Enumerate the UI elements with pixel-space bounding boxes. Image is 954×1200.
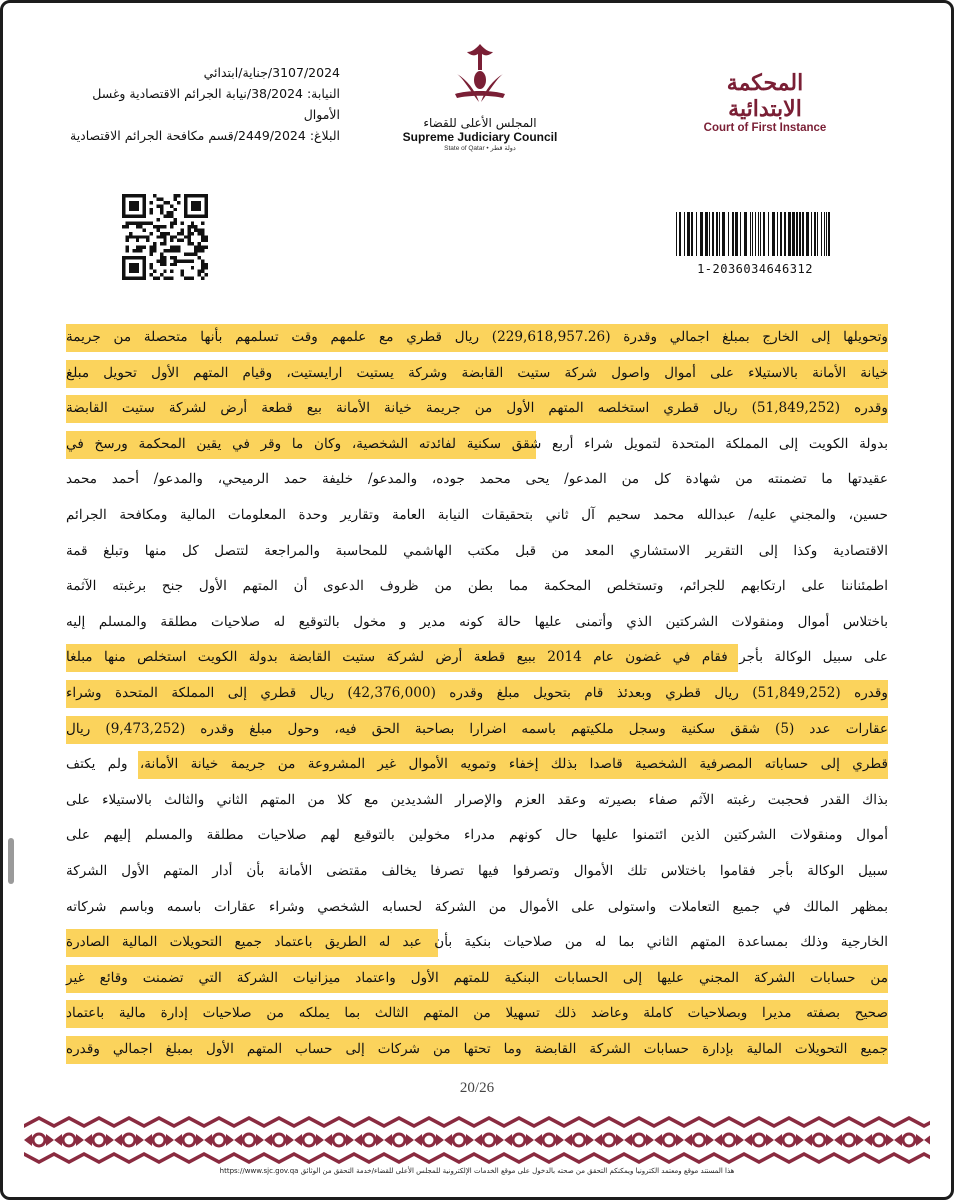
barcode-number: 1-2036034646312 bbox=[697, 262, 813, 276]
text-line: بذاك القدر فحجبت رغبته الآثم صفاء بصيرته وعقد العزم والإصرار الشديدين مع كلا من المتهم الثاني والثالث بالاستيلاء على bbox=[66, 791, 888, 808]
barcode-icon bbox=[674, 212, 834, 256]
text-line: حسين، والمجني عليه/ عبدالله محمد سحيم آل ثاني بتحقيقات النيابة العامة وتقارير وحدة المعلومات المالية ومكافحة الجرائم bbox=[66, 506, 888, 523]
footer-note: هذا المستند موقع ومعتمد الكترونيا ويمكنكم التحقق من صحته بالدخول على موقع الخدمات الإلكترونية للمجلس الأعلى للقضاء/خدمة التحقق من الوثائق bbox=[300, 1167, 735, 1175]
text-line: أموال ومنقولات الشركتين الذين ائتمنوا عليها حال كونهم مدراء مخولين بالتوقيع لهم صلاحيات مطلقة والمسلم إليهم على bbox=[66, 827, 888, 844]
text-line: الاقتصادية وكذا إلى التقرير الاستشاري المعد من قبل مكتب الهاشمي للمحاسبة والمراجعة لتتصل كل منها وتبلغ قمة bbox=[66, 542, 888, 559]
text-line: بدولة الكويت إلى المملكة المتحدة لتمويل شراء أربع شقق سكنية لفائدته الشخصية، وكان ما وقر في يقين المحكمة ورسخ في bbox=[66, 427, 888, 463]
council-logo bbox=[380, 40, 580, 152]
council-state: State of Qatar • دولة قطر bbox=[444, 145, 516, 152]
prosecution-number-cont: الأموال bbox=[303, 107, 340, 122]
court-name-ar: المحكمة الابتدائية bbox=[726, 70, 804, 122]
text-line: الخارجية وذلك بمساعدة المتهم الثاني بما له من صلاحيات بنكية بأن عبد له الطريق باعتماد جميع التحويلات المالية الصادرة bbox=[66, 925, 888, 961]
decorative-border bbox=[24, 1116, 930, 1164]
council-name-ar: المجلس الأعلى للقضاء bbox=[423, 116, 537, 130]
text-line: جميع التحويلات المالية بإدارة حسابات الشركة القابضة وما تحتها من شركات إلى حساب المتهم الأول بمبلغ اجمالي وقدره bbox=[66, 1032, 888, 1068]
text-line: وقدره (51,849,252) ريال قطري وبعدئذ قام بتحويل مبلغ وقدره (42,376,000) ريال قطري إلى المملكة المتحدة وشراء bbox=[66, 676, 888, 712]
text-line: وتحويلها إلى الخارج بمبلغ اجمالي وقدرة (229,618,957.26) ريال قطري مع علمهم وقت تسلمهم بأنها متحصلة من جريمة bbox=[66, 320, 888, 356]
case-number: 3107/2024/جناية/ابتدائي bbox=[203, 65, 340, 80]
footer-url[interactable]: https://www.sjc.gov.qa bbox=[219, 1167, 299, 1175]
text-line: اطمئناننا على ارتكابهم للجرائم، وتستخلص المحكمة مما بطن من ظروف الدعوى أن المتهم الأول جنح برغبته الآثمة bbox=[66, 578, 888, 595]
text-line: باختلاس أموال ومنقولات الشركتين الذي وأتمنى عليها حالة كونه مدير و مخول بالتوقيع له صلاحيات مطلقة والمسلم إليه bbox=[66, 613, 888, 630]
text-line: وقدره (51,849,252) ريال قطري استخلصه المتهم الأول من جريمة خيانة الأمانة بيع قطعة أرض لشركة ستيت القابضة bbox=[66, 391, 888, 427]
report-number: البلاغ: 2449/2024/قسم مكافحة الجرائم الاقتصادية bbox=[70, 128, 340, 143]
text-line: عقارات عدد (5) شقق سكنية وسجل ملكيتهم باسمه اضرارا بصاحبة الحق فيه، وحول مبلغ وقدره (9,473,252) ريال bbox=[66, 712, 888, 748]
prosecution-number: النيابة: 38/2024/نيابة الجرائم الاقتصادية وغسل bbox=[92, 86, 340, 101]
court-name-en: Court of First Instance bbox=[703, 122, 827, 134]
text-line: عقيدتها ما تضمنته من شهادة كل من المدعو/ يحى محمد جوده، والمدعو/ خليفة حمد الرميحي، والمدعو/ أحمد محمد bbox=[66, 471, 888, 488]
text-line: على سبيل الوكالة بأجر فقام في غضون عام 2014 ببيع قطعة أرض لشركة ستيت القابضة بدولة الكويت استخلص منها مبلغا bbox=[66, 640, 888, 676]
council-name-en: Supreme Judiciary Council bbox=[402, 130, 558, 144]
verification-footer bbox=[40, 1166, 914, 1176]
qatar-emblem-icon bbox=[445, 40, 515, 110]
text-line: قطري إلى حساباته المصرفية الشخصية قاصدا بذلك إخفاء وتمويه الأموال غير المشروعة من جريمة خيانة الأمانة، ولم يكتف bbox=[66, 747, 888, 783]
court-logo bbox=[690, 70, 840, 134]
scrollbar-thumb[interactable] bbox=[8, 838, 14, 884]
text-line: من حسابات الشركة المجني عليها إلى الحسابات البنكية للمتهم الأول واعتماد ميزانيات الشركة التي تضمنت وقائع غير bbox=[66, 961, 888, 997]
text-line: صحيح بصفته مديرا وبصلاحيات كاملة وعاضد ذلك تسهيلا من المتهم الثالث بما يملكه من صلاحيات إدارة مالية باعتماد bbox=[66, 996, 888, 1032]
page-number: 20/26 bbox=[459, 1080, 495, 1096]
text-line: بمظهر المالك في جميع التعاملات واستولى على الأموال من الشركة لحسابه الشخصي وشراء عقارات باسمه وباسم شركاته bbox=[66, 898, 888, 915]
qr-code-icon bbox=[122, 193, 208, 281]
case-reference-block bbox=[60, 62, 340, 146]
text-line: خيانة الأمانة بالاستيلاء على أموال واصول شركة ستيت القابضة وشركة يستيت ارايستيت، وقيام المتهم الأول تحويل مبلغ bbox=[66, 356, 888, 392]
judgment-body-text bbox=[66, 320, 888, 1067]
text-line: سبيل الوكالة بأجر فقاموا باختلاس تلك الأموال وتصرفوا فيها تصرفا يخالف مقتضى الأمانة بأن أدار المتهم الأول الشركة bbox=[66, 862, 888, 879]
